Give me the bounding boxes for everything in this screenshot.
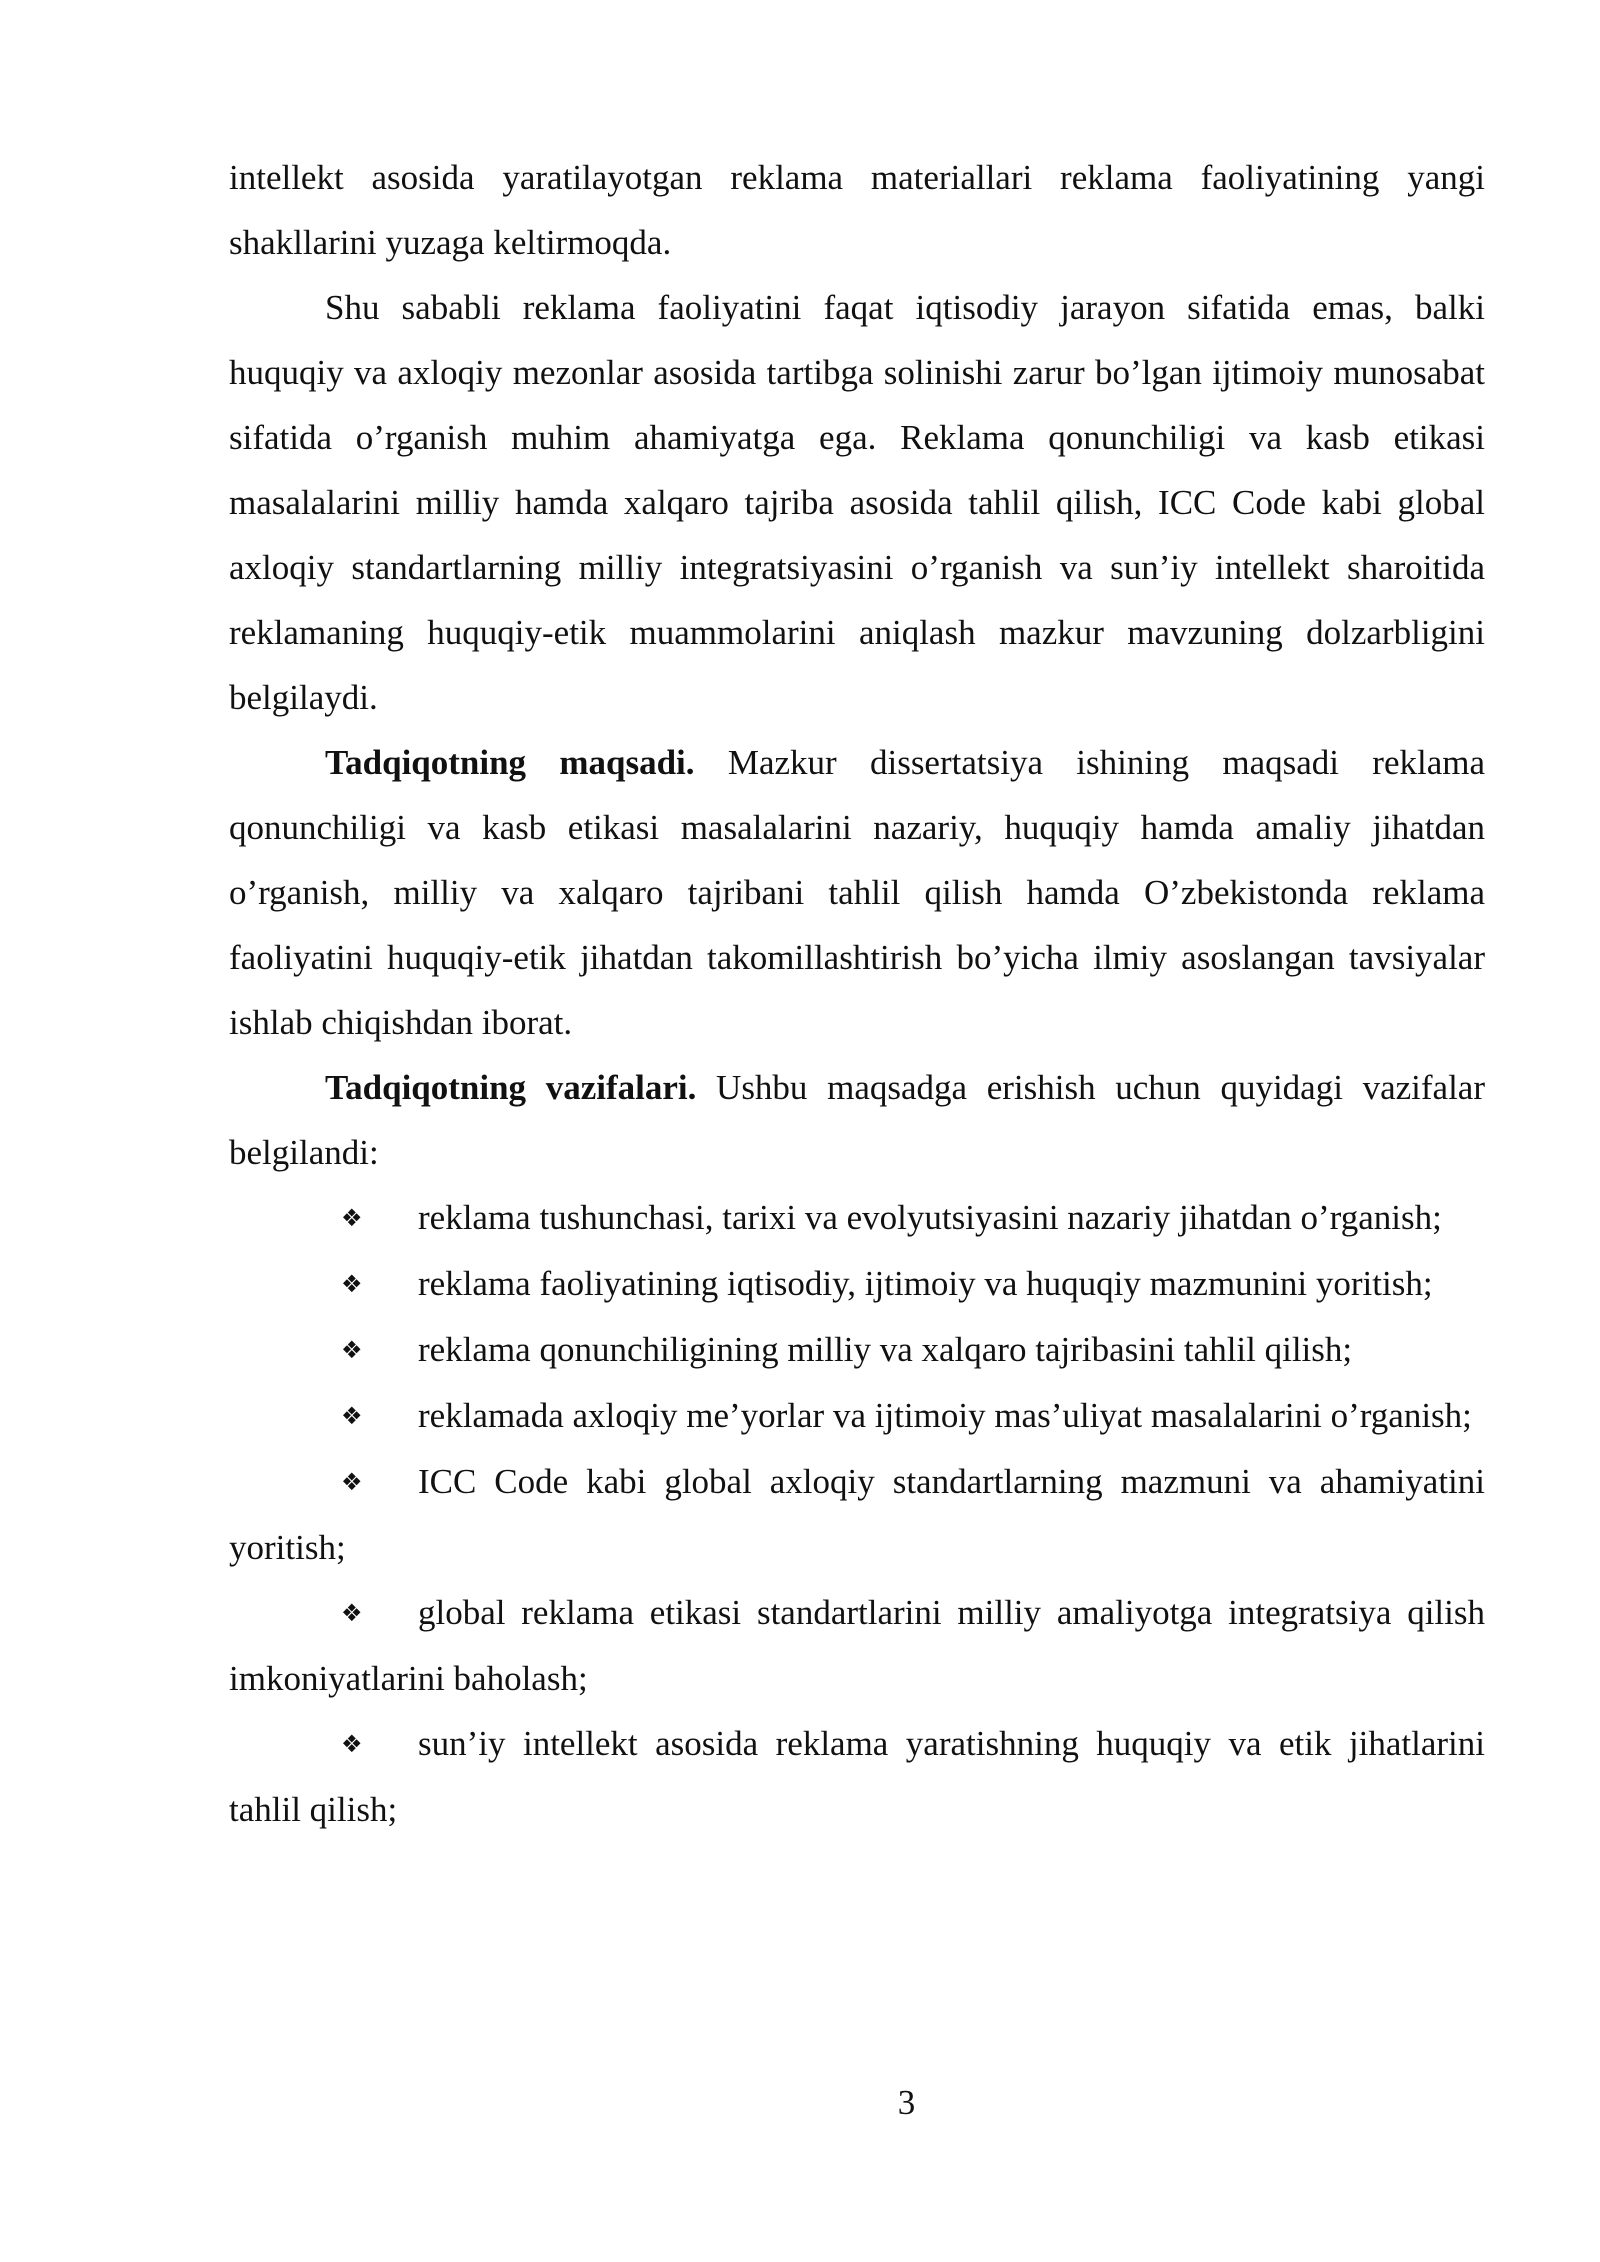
bullet-diamond-icon: ❖	[341, 1204, 363, 1232]
task-item	[229, 1711, 1485, 1842]
task-item	[229, 1185, 1485, 1251]
bullet-diamond-icon: ❖	[341, 1336, 363, 1364]
paragraph-goal	[229, 730, 1485, 1055]
paragraph-continuation: intellekt asosida yaratilayotgan reklama materiallari reklama faoliyatining yangi shakllarini yuzaga keltirmoqda.	[229, 158, 1485, 262]
task-item	[229, 1383, 1485, 1449]
bullet-diamond-icon: ❖	[341, 1599, 363, 1627]
goal-text: Mazkur dissertatsiya ishining maqsadi reklama qonunchiligi va kasb etikasi masalalarini nazariy, huquqiy hamda amaliy jihatdan o’rganish, milliy va xalqaro tajribani tahlil qilish hamda O’zbekistonda reklama faoliyatini huquqiy-etik jihatdan takomillashtirish bo’yicha ilmiy asoslangan tavsiyalar ishlab chiqishdan iborat.	[229, 743, 1485, 1042]
bullet-diamond-icon: ❖	[341, 1468, 363, 1496]
task-item-text: global reklama etikasi standartlarini milliy amaliyotga integratsiya qilish imkoniyatlarini baholash;	[229, 1593, 1485, 1698]
bullet-diamond-icon: ❖	[341, 1402, 363, 1430]
task-item-text: sun’iy intellekt asosida reklama yaratishning huquqiy va etik jihatlarini tahlil qilish;	[229, 1724, 1485, 1829]
task-item	[229, 1449, 1485, 1580]
bullet-diamond-icon: ❖	[341, 1270, 363, 1298]
task-item	[229, 1580, 1485, 1711]
task-item-text: reklama qonunchiligining milliy va xalqaro tajribasini tahlil qilish;	[418, 1330, 1353, 1369]
page-number: 3	[897, 2083, 916, 2122]
task-item-text: reklamada axloqiy me’yorlar va ijtimoiy mas’uliyat masalalarini o’rganish;	[418, 1396, 1472, 1435]
tasks-text: Ushbu maqsadga erishish uchun quyidagi vazifalar belgilandi:	[229, 1068, 1485, 1172]
task-item-text: ICC Code kabi global axloqiy standartlarning mazmuni va ahamiyatini yoritish;	[229, 1462, 1485, 1567]
task-item-text: reklama tushunchasi, tarixi va evolyutsiyasini nazariy jihatdan o’rganish;	[418, 1198, 1442, 1237]
tasks-heading: Tadqiqotning vazifalari.	[325, 1068, 697, 1107]
task-item-text: reklama faoliyatining iqtisodiy, ijtimoiy va huquqiy mazmunini yoritish;	[418, 1264, 1433, 1303]
bullet-diamond-icon: ❖	[341, 1730, 363, 1758]
paragraph-tasks	[229, 1055, 1485, 1185]
task-item	[229, 1251, 1485, 1317]
paragraph-relevance: Shu sababli reklama faoliyatini faqat iqtisodiy jarayon sifatida emas, balki huquqiy va axloqiy mezonlar asosida tartibga solinishi zarur bo’lgan ijtimoiy munosabat sifatida o’rganish muhim ahamiyatga ega. Reklama qonunchiligi va kasb etikasi masalalarini milliy hamda xalqaro tajriba asosida tahlil qilish, ICC Code kabi global axloqiy standartlarning milliy integratsiyasini o’rganish va sun’iy intellekt sharoitida reklamaning huquqiy-etik muammolarini aniqlash mazkur mavzuning dolzarbligini belgilaydi.	[229, 288, 1485, 717]
goal-heading: Tadqiqotning maqsadi.	[325, 743, 695, 782]
body-text	[229, 145, 1485, 1842]
task-item	[229, 1317, 1485, 1383]
